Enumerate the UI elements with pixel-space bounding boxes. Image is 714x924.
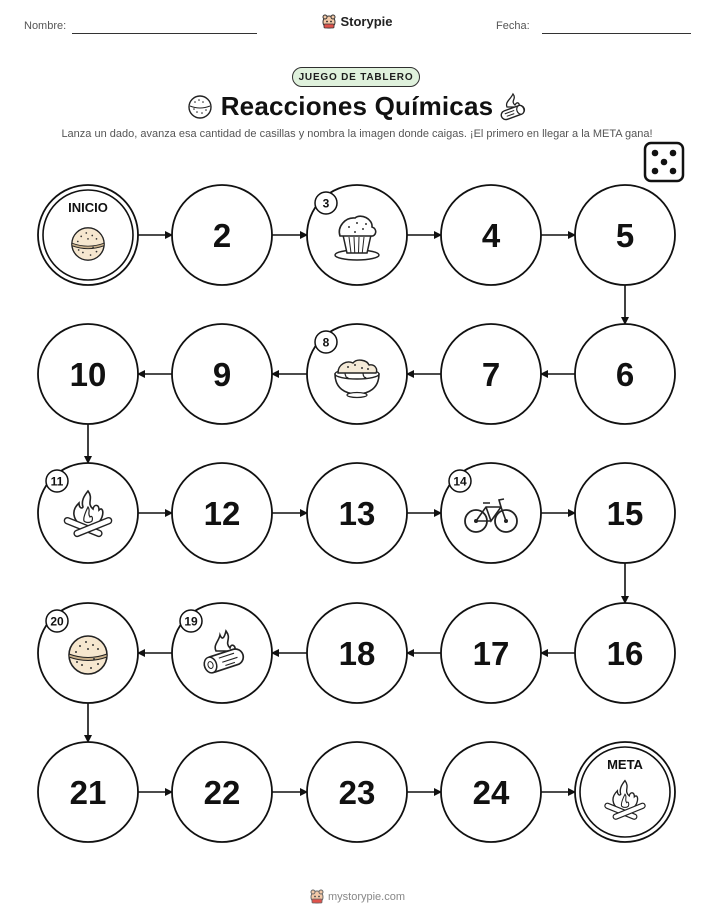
space-number: 14 bbox=[453, 474, 467, 489]
footer bbox=[0, 888, 714, 907]
date-label: Fecha: bbox=[496, 20, 530, 32]
end-label: META bbox=[607, 757, 643, 772]
page-title: Reacciones Químicas bbox=[220, 91, 494, 121]
space-7 bbox=[441, 324, 541, 424]
space-number: 19 bbox=[184, 614, 198, 629]
space-number: 10 bbox=[69, 356, 107, 393]
space-number: 23 bbox=[338, 774, 376, 811]
space-number: 17 bbox=[472, 635, 510, 672]
space-number: 7 bbox=[481, 356, 501, 393]
start-label: INICIO bbox=[68, 200, 108, 215]
space-number: 8 bbox=[322, 335, 330, 350]
instructions: Lanza un dado, avanza esa cantidad de casillas y nombra la imagen donde caigas. ¡El primero en llegar a la META gana! bbox=[61, 128, 653, 140]
space-number: 2 bbox=[212, 217, 232, 254]
space-14 bbox=[441, 463, 541, 563]
space-10 bbox=[38, 324, 138, 424]
name-label: Nombre: bbox=[24, 20, 67, 32]
space-4 bbox=[441, 185, 541, 285]
space-number: 21 bbox=[69, 774, 107, 811]
space-12 bbox=[172, 463, 272, 563]
space-number: 6 bbox=[615, 356, 635, 393]
space-5 bbox=[575, 185, 675, 285]
space-6 bbox=[575, 324, 675, 424]
space-23 bbox=[307, 742, 407, 842]
space-21 bbox=[38, 742, 138, 842]
space-15 bbox=[575, 463, 675, 563]
space-3 bbox=[307, 185, 407, 285]
space-18 bbox=[307, 603, 407, 703]
space-8 bbox=[307, 324, 407, 424]
space-number: 22 bbox=[203, 774, 241, 811]
space-16 bbox=[575, 603, 675, 703]
footer-url: mystorypie.com bbox=[327, 891, 406, 903]
space-11 bbox=[38, 463, 138, 563]
space-number: 24 bbox=[472, 774, 510, 811]
space-number: 15 bbox=[606, 495, 644, 532]
space-number: 20 bbox=[50, 614, 64, 629]
space-24 bbox=[441, 742, 541, 842]
space-13 bbox=[307, 463, 407, 563]
space-number: 5 bbox=[615, 217, 635, 254]
bath-bomb-icon bbox=[69, 636, 107, 674]
space-number: 4 bbox=[481, 217, 501, 254]
bath-bomb-icon bbox=[72, 228, 104, 260]
game-type-badge: JUEGO DE TABLERO bbox=[292, 67, 420, 87]
space-17 bbox=[441, 603, 541, 703]
space-start bbox=[38, 185, 138, 285]
space-end bbox=[575, 742, 675, 842]
space-number: 13 bbox=[338, 495, 376, 532]
brand-name: Storypie bbox=[340, 14, 393, 29]
space-9 bbox=[172, 324, 272, 424]
space-number: 9 bbox=[212, 356, 232, 393]
space-number: 3 bbox=[322, 196, 330, 211]
storypie-logo-icon bbox=[309, 888, 325, 907]
space-22 bbox=[172, 742, 272, 842]
space-20 bbox=[38, 603, 138, 703]
space-19 bbox=[172, 603, 272, 703]
space-number: 11 bbox=[50, 474, 64, 489]
space-number: 12 bbox=[203, 495, 241, 532]
space-number: 16 bbox=[606, 635, 644, 672]
space-number: 18 bbox=[338, 635, 376, 672]
space-2 bbox=[172, 185, 272, 285]
